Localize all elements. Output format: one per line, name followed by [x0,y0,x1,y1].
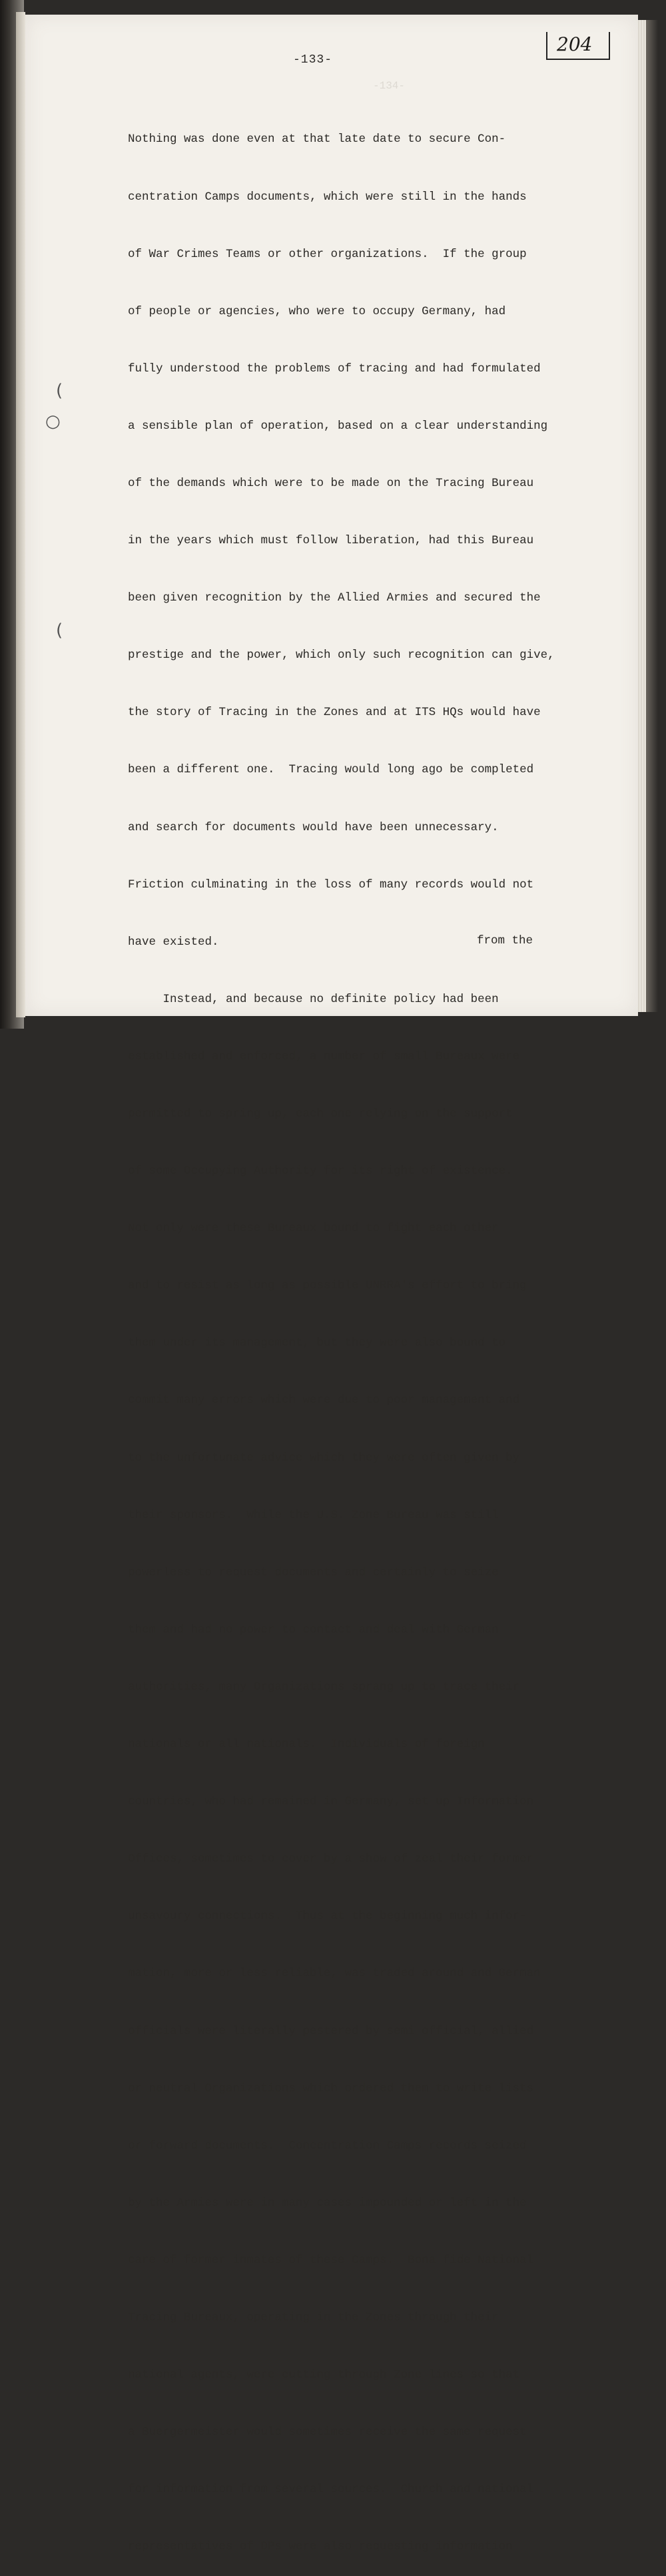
text-line: representatives of DPs were also requesting information [128,2540,513,2554]
text-line: Not only were these Bureaux bound to fight each other [128,1222,499,1236]
text-line: national agents, were cutting through Zone lines so that [128,2368,520,2382]
text-line: prestige and the power, which only such recognition can give, [128,648,555,662]
text-line: officials were literally pestered by semi official, allied [128,2024,534,2038]
text-line: a sensible plan of operation, based on a clear understanding [128,419,548,433]
text-line: of the demands which were to be made on the Tracing Bureau [128,476,534,490]
text-line: in the years which must follow liberation, had this Bureau [128,534,534,548]
text-line: to the unfortunate advice which they were often given by [128,1451,520,1465]
page-edge-left [16,12,25,1017]
text-line: and search for documents would have been unnecessary. [128,820,499,834]
text-line: care of former inmates of these Camps. Bona fide National [128,2253,534,2267]
stamp-number: 204 [557,33,593,55]
text-line: Friction culminating in the loss of many records would not [128,878,534,892]
text-line: the story of Tracing in the Zones and at ITS HQs would have [128,706,541,720]
text-line: their sponsors. While the U.S. Zone Bureau was still [128,1508,499,1522]
text-line: have existed. [128,935,219,949]
text-line: powerless to request documents and certainly to seize [128,1565,499,1579]
text-line: them under its management, but they were also bound to [128,1336,506,1350]
margin-hole-mark: ○ [45,411,61,431]
text-line: fully understood the problems of tracing and had formulated [128,362,541,376]
text-line: Offices, sometimes to cover by a show of zeal their former [128,1852,534,1866]
text-line: countries, who had remained in Germany, set up Information [128,1795,534,1809]
text-line: or neutral Organizations which ordered them to write lists [128,2081,534,2095]
text-line: unsavoury connections. Thus at the beginning much infor- [128,1910,527,1924]
page-shadow [646,20,666,1012]
text-line: and to resist as long as possible UNRRA's effort to bring [128,1279,527,1293]
page-number: -133- [293,53,333,67]
text-line: established and enforced, a number of small Bureaux were [128,1049,520,1063]
text-line: Tracing Bureaux, operating in the Zones through their [128,2310,499,2324]
text-line: of some Occupying Authority for its right of existence. [128,1164,513,1178]
bleed-through-text: -134- [373,80,406,92]
margin-bracket-mark: ( [56,621,63,641]
text-line: of people or agencies, who were to occupy Germany, had [128,304,506,318]
text-line: been given recognition by the Allied Armies and secured the [128,591,541,605]
text-line: authorities, many Organizations sprang up to trace their [128,1680,520,1694]
archive-stamp [546,32,610,60]
text-line: Nothing was done even at that late date to secure Con- [128,132,506,146]
text-line: permitted to spring up, each one relying on the support [128,1107,513,1121]
text-line: Instead, and because no definite policy had been [128,992,499,1006]
text-line: nationals or all nationals. Individuals of foreign [128,1738,485,1752]
margin-bracket-mark: ( [56,381,63,401]
text-line: a Buergermeister would sometimes receive the same request [128,2426,527,2440]
text-line: commit many errors which were due to poor management and [128,1394,520,1408]
text-line: centration Camps documents, which were still in the hands [128,190,527,204]
text-line: for information from several sources. Church and national [128,2483,534,2497]
text-line: mation, more or less reliable, was traded around and German [128,1967,541,1981]
text-line: by the Armies were in many cases impounded or left in the [128,2196,527,2210]
text-line: or forward documents. Concentration Camps records seized [128,2139,527,2153]
text-line: of War Crimes Teams or other organizations. If the group [128,247,527,261]
text-line: them and had no power to contact and deal with German [128,1623,499,1637]
continuation-text: from the [477,934,533,947]
text-line: been a different one. Tracing would long ago be completed [128,763,534,777]
body-text [128,92,607,2576]
